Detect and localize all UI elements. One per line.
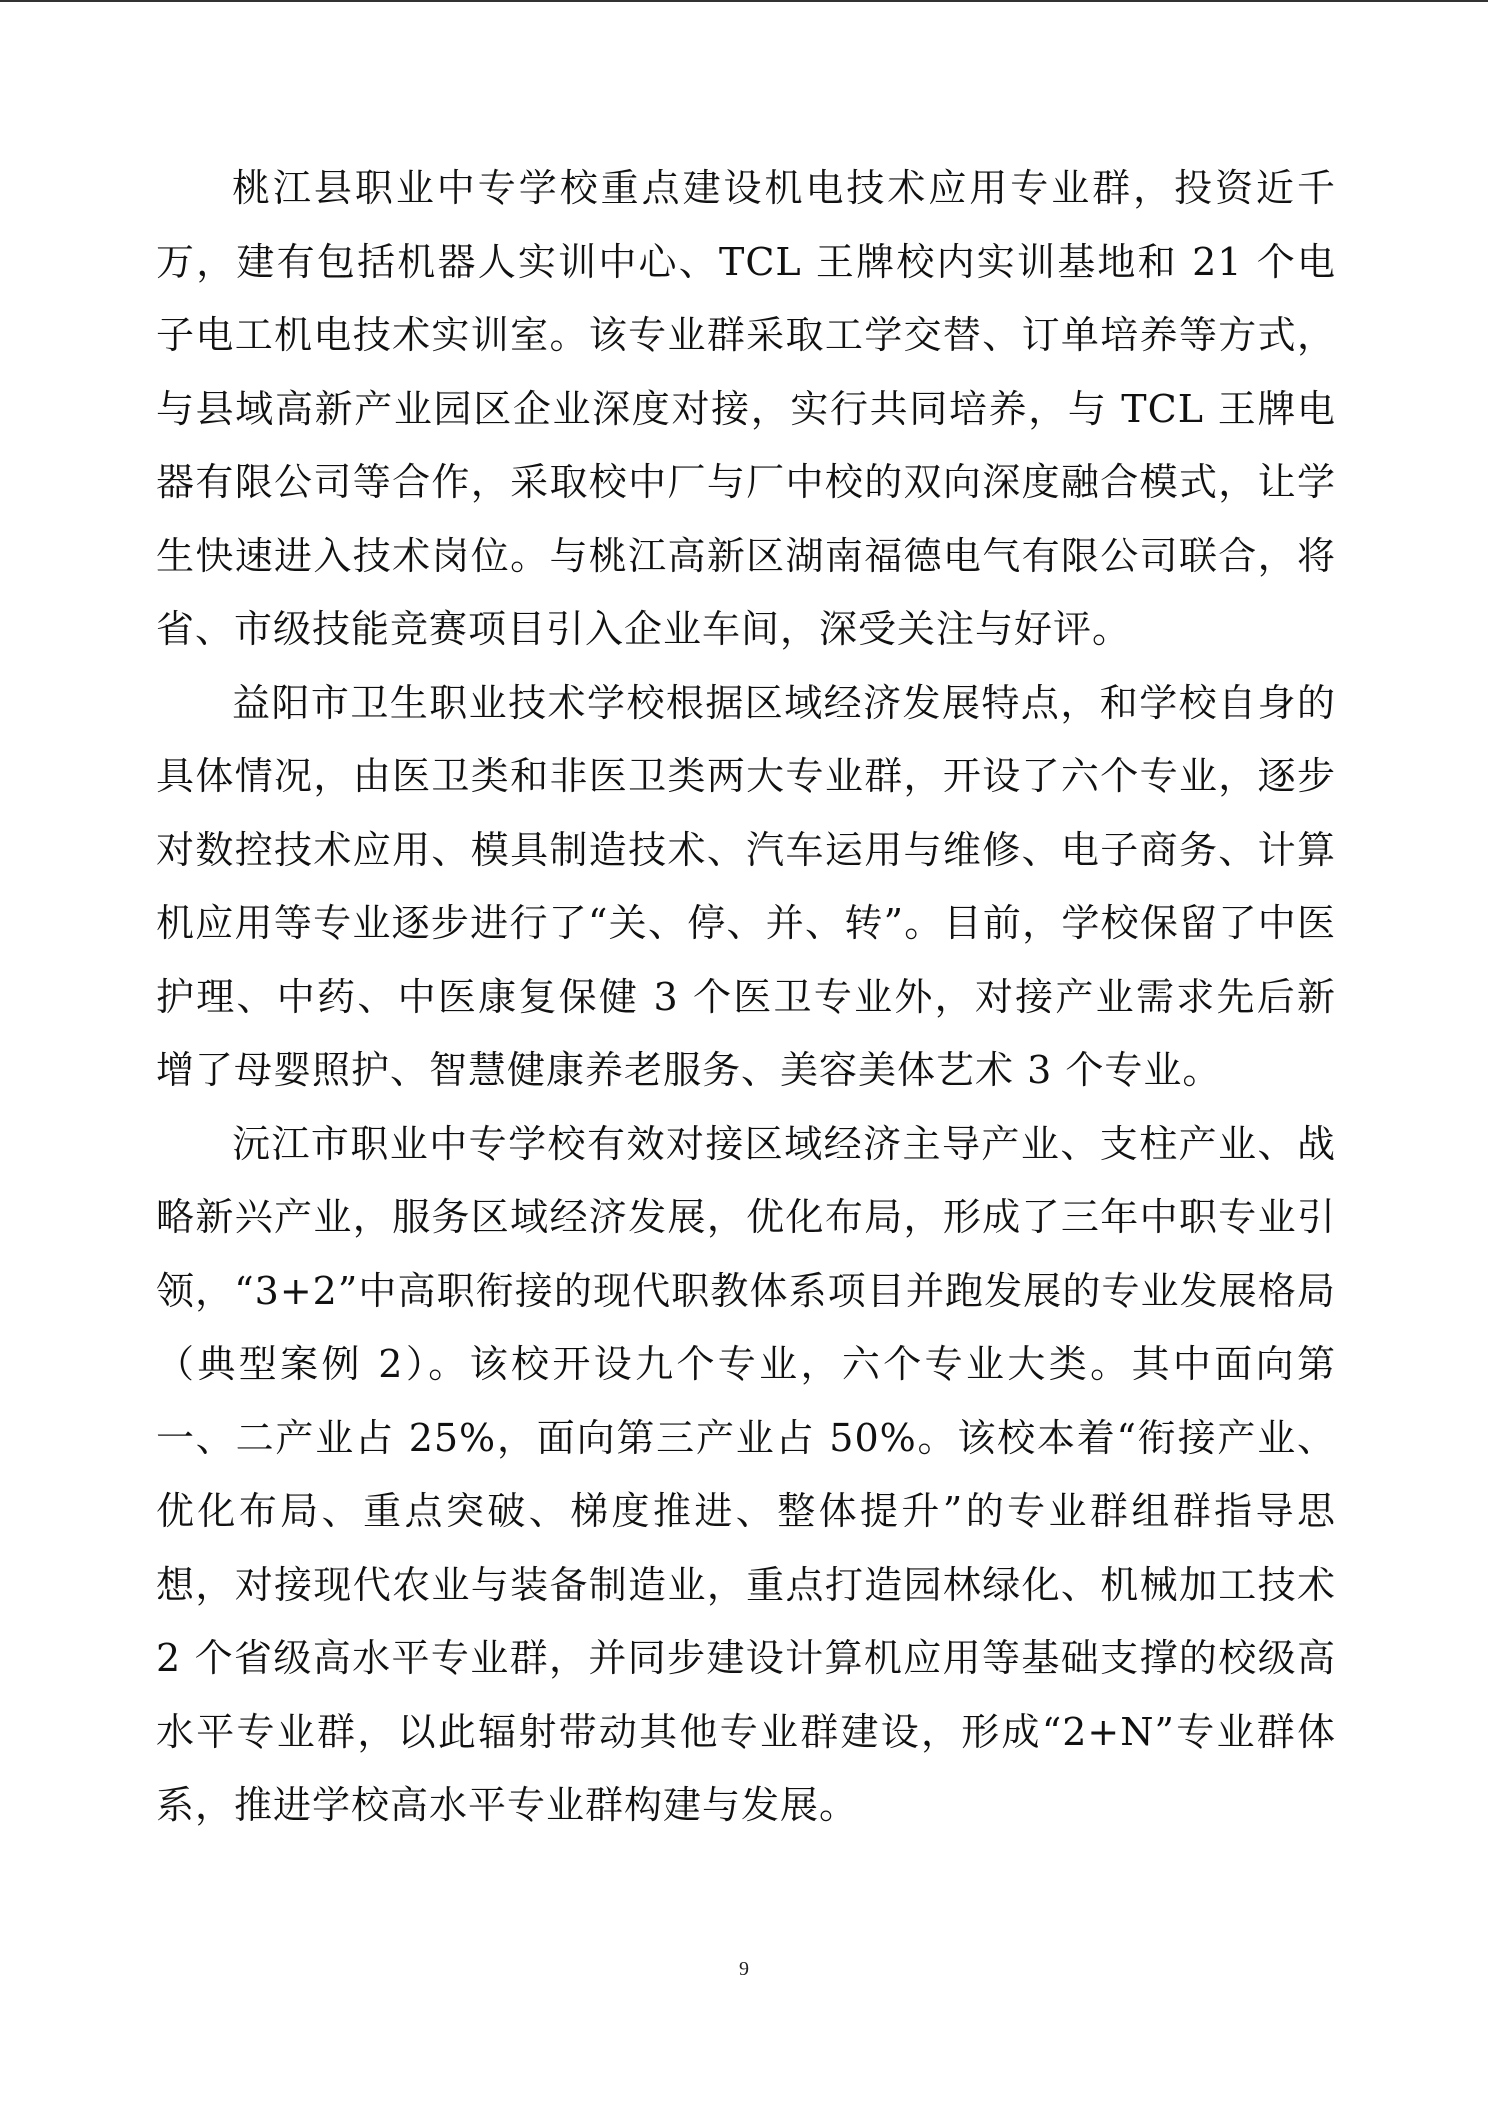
- page-number: 9: [739, 1958, 749, 1980]
- top-border-line: [0, 0, 1488, 2]
- paragraph-taojiang: 桃江县职业中专学校重点建设机电技术应用专业群，投资近千万，建有包括机器人实训中心、TCL 王牌校内实训基地和 21 个电子电工机电技术实训室。该专业群采取工学交替、订单培养等方式，与县域高新产业园区企业深度对接，实行共同培养，与 TCL 王牌电器有限公司等合作，采取校中厂与厂中校的双向深度融合模式，让学生快速进入技术岗位。与桃江高新区湖南福德电气有限公司联合，将省、市级技能竞赛项目引入企业车间，深受关注与好评。: [156, 166, 1336, 651]
- paragraph-yiyang: 益阳市卫生职业技术学校根据区域经济发展特点，和学校自身的具体情况，由医卫类和非医卫类两大专业群，开设了六个专业，逐步对数控技术应用、模具制造技术、汽车运用与维修、电子商务、计算机应用等专业逐步进行了“关、停、并、转”。目前，学校保留了中医护理、中药、中医康复保健 3 个医卫专业外，对接产业需求先后新增了母婴照护、智慧健康养老服务、美容美体艺术 3 个专业。: [156, 680, 1336, 1092]
- document-body: [156, 152, 1336, 1843]
- paragraph-yuanjiang: 沅江市职业中专学校有效对接区域经济主导产业、支柱产业、战略新兴产业，服务区域经济发展，优化布局，形成了三年中职专业引领，“3+2”中高职衔接的现代职教体系项目并跑发展的专业发展格局（典型案例 2）。该校开设九个专业，六个专业大类。其中面向第一、二产业占 25%，面向第三产业占 50%。该校本着“衔接产业、优化布局、重点突破、梯度推进、整体提升”的专业群组群指导思想，对接现代农业与装备制造业，重点打造园林绿化、机械加工技术 2 个省级高水平专业群，并同步建设计算机应用等基础支撑的校级高水平专业群，以此辐射带动其他专业群建设，形成“2+N”专业群体系，推进学校高水平专业群构建与发展。: [156, 1121, 1336, 1827]
